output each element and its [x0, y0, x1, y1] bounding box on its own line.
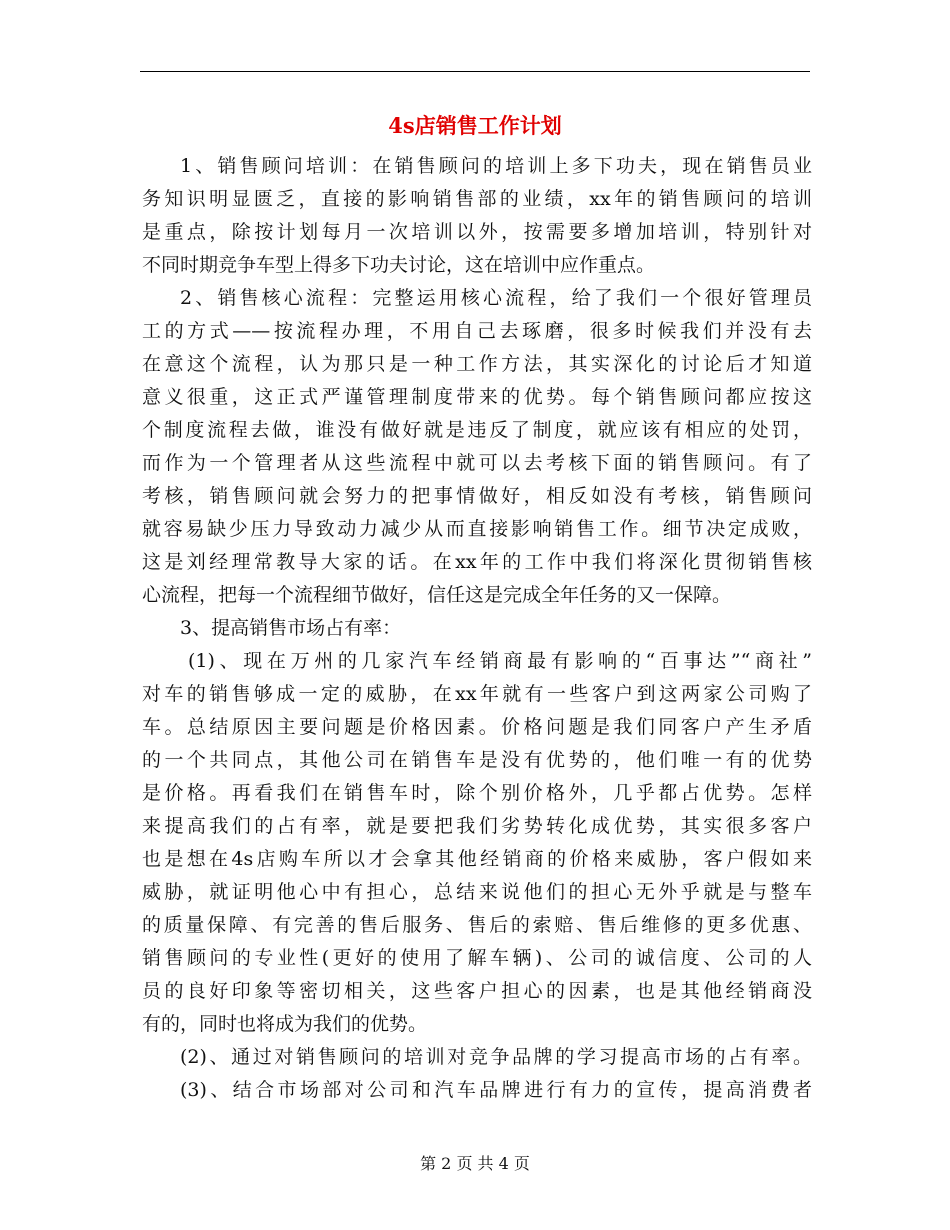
document-body: [142, 150, 812, 1107]
text-line: 有的，同时也将成为我们的优势。: [142, 1013, 428, 1035]
text-line: 意义很重，这正式严谨管理制度带来的优势。每个销售顾问都应按这: [142, 386, 812, 408]
text-line: 是重点，除按计划每月一次培训以外，按需要多增加培训，特别针对: [142, 221, 812, 243]
text-line: 考核，销售顾问就会努力的把事情做好，相反如没有考核，销售顾问: [142, 485, 812, 507]
text-line: 是价格。再看我们在销售车时，除个别价格外，几乎都占优势。怎样: [142, 782, 812, 804]
text-line: 车。总结原因主要问题是价格因素。价格问题是我们同客户产生矛盾: [142, 716, 812, 738]
text-line: 个制度流程去做，谁没有做好就是违反了制度，就应该有相应的处罚，: [142, 419, 812, 441]
text-line: 这是刘经理常教导大家的话。在xx年的工作中我们将深化贯彻销售核: [142, 551, 812, 573]
page-number: 第 2 页 共 4 页: [420, 1154, 530, 1173]
text-line: 工的方式——按流程办理，不用自己去琢磨，很多时候我们并没有去: [142, 320, 812, 342]
text-line: 员的良好印象等密切相关，这些客户担心的因素，也是其他经销商没: [142, 980, 812, 1002]
text-line: 来提高我们的占有率，就是要把我们劣势转化成优势，其实很多客户: [142, 815, 812, 837]
text-line: 对车的销售够成一定的威胁，在xx年就有一些客户到这两家公司购了: [142, 683, 812, 705]
text-line: 也是想在4s店购车所以才会拿其他经销商的价格来威胁，客户假如来: [142, 848, 812, 870]
text-line: 2、销售核心流程：完整运用核心流程，给了我们一个很好管理员: [180, 287, 812, 309]
text-line: 心流程，把每一个流程细节做好，信任这是完成全年任务的又一保障。: [142, 584, 732, 606]
text-line: 1、销售顾问培训：在销售顾问的培训上多下功夫，现在销售员业: [180, 155, 812, 177]
text-line: (2)、通过对销售顾问的培训对竞争品牌的学习提高市场的占有率。: [180, 1046, 812, 1068]
text-line: 在意这个流程，认为那只是一种工作方法，其实深化的讨论后才知道: [142, 353, 812, 375]
text-line: 不同时期竞争车型上得多下功夫讨论，这在培训中应作重点。: [142, 254, 656, 276]
text-line: 销售顾问的专业性(更好的使用了解车辆)、公司的诚信度、公司的人: [142, 947, 812, 969]
text-line: 而作为一个管理者从这些流程中就可以去考核下面的销售顾问。有了: [142, 452, 812, 474]
header-rule: [140, 71, 810, 72]
text-line: 就容易缺少压力导致动力减少从而直接影响销售工作。细节决定成败，: [142, 518, 812, 540]
text-line: 威胁，就证明他心中有担心，总结来说他们的担心无外乎就是与整车: [142, 881, 812, 903]
text-line: 的一个共同点，其他公司在销售车是没有优势的，他们唯一有的优势: [142, 749, 812, 771]
text-line: 3、提高销售市场占有率：: [180, 617, 402, 639]
text-line: 务知识明显匮乏，直接的影响销售部的业绩，xx年的销售顾问的培训: [142, 188, 812, 210]
document-title: 4s店销售工作计划: [388, 113, 562, 138]
text-line: 的质量保障、有完善的售后服务、售后的索赔、售后维修的更多优惠、: [142, 914, 812, 936]
text-line: (3)、结合市场部对公司和汽车品牌进行有力的宣传，提高消费者: [180, 1079, 812, 1101]
text-line: (1)、现在万州的几家汽车经销商最有影响的“百事达”“商社”: [188, 650, 812, 672]
